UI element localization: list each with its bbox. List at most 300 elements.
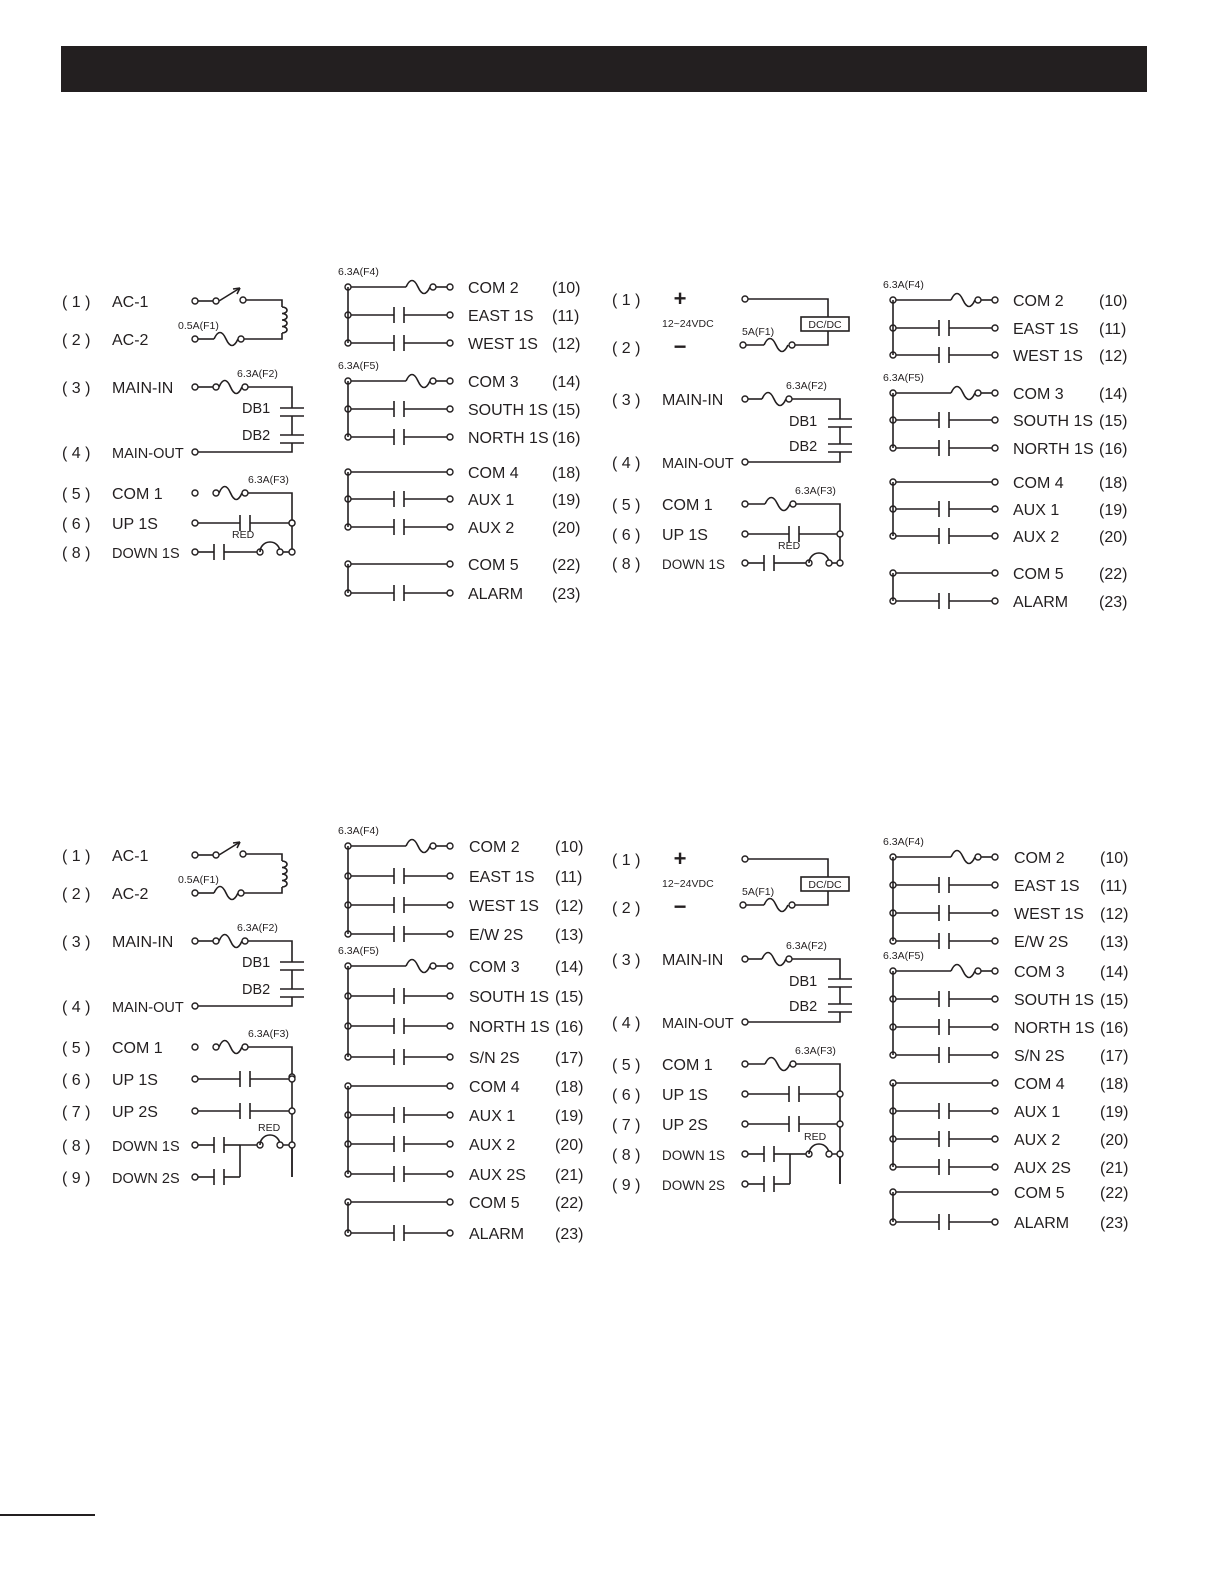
terminal-dot	[742, 560, 748, 566]
terminal-number: ( 1 )	[62, 294, 91, 311]
terminal-number: ( 9 )	[62, 1170, 91, 1187]
terminal-dot	[992, 297, 998, 303]
terminal-dot	[447, 469, 453, 475]
west1s-label: WEST 1S	[1013, 348, 1083, 365]
top-output-panel-1	[338, 266, 580, 603]
fuse-symbol	[764, 339, 788, 352]
terminal-dot	[992, 325, 998, 331]
terminal-dot	[242, 384, 248, 390]
terminal-dot	[742, 1019, 748, 1025]
fuse-f3-label: 6.3A(F3)	[795, 1045, 836, 1057]
com2-label: COM 2	[1013, 293, 1064, 310]
wire	[198, 443, 292, 452]
terminal-number: (23)	[1099, 594, 1128, 611]
terminal-dot	[447, 1023, 453, 1029]
aux1-label: AUX 1	[1014, 1104, 1061, 1121]
aux1-label: AUX 1	[468, 492, 515, 509]
north1s-label: NORTH 1S	[1014, 1020, 1095, 1037]
terminal-number: (15)	[1099, 413, 1128, 430]
terminal-dot	[192, 490, 198, 496]
terminal-number: (10)	[555, 839, 584, 856]
terminal-number: (21)	[1100, 1160, 1129, 1177]
terminal-number: (16)	[1100, 1020, 1129, 1037]
fuse-f2-label: 6.3A(F2)	[237, 368, 278, 380]
fuse-symbol	[951, 387, 975, 400]
fuse-symbol	[406, 960, 430, 973]
terminal-dot	[192, 852, 198, 858]
terminal-dot	[992, 417, 998, 423]
terminal-dot	[742, 501, 748, 507]
com2-label: COM 2	[1014, 850, 1065, 867]
fuse-symbol	[214, 333, 238, 346]
terminal-number: (10)	[552, 280, 581, 297]
terminal-dot	[192, 1003, 198, 1009]
terminal-dot	[837, 1151, 843, 1157]
wire	[748, 859, 828, 879]
terminal-number: ( 9 )	[612, 1177, 641, 1194]
down2s-label: DOWN 2S	[662, 1178, 726, 1193]
terminal-dot	[192, 1174, 198, 1180]
terminal-number: (13)	[555, 927, 584, 944]
wire	[198, 997, 292, 1006]
fuse-f3-label: 6.3A(F3)	[248, 1028, 289, 1040]
plus-sign: +	[673, 846, 687, 871]
terminal-dot	[975, 297, 981, 303]
fuse-symbol	[219, 381, 242, 394]
terminal-dot	[992, 1164, 998, 1170]
terminal-dot	[192, 449, 198, 455]
south1s-label: SOUTH 1S	[468, 402, 549, 419]
fuse-f3-label: 6.3A(F3)	[795, 485, 836, 497]
db2-label: DB2	[789, 999, 818, 1015]
fuse-f5-label: 6.3A(F5)	[883, 372, 924, 384]
wire	[246, 854, 282, 861]
terminal-dot	[447, 312, 453, 318]
terminal-dot	[837, 1121, 843, 1127]
com5-label: COM 5	[468, 557, 519, 574]
bottom-output-panel-2	[883, 836, 1128, 1232]
terminal-dot	[192, 1076, 198, 1082]
terminal-dot	[447, 843, 453, 849]
terminal-dot	[289, 1076, 295, 1082]
terminal-number: ( 7 )	[612, 1117, 641, 1134]
db2-label: DB2	[242, 428, 271, 444]
up1s-label: UP 1S	[662, 1087, 708, 1104]
top-output-panel-2	[883, 279, 1127, 611]
terminal-dot	[447, 378, 453, 384]
terminal-dot	[826, 560, 832, 566]
terminal-number: (15)	[1100, 992, 1129, 1009]
fuse-symbol	[219, 935, 242, 948]
terminal-number: (16)	[552, 430, 581, 447]
terminal-number: (12)	[552, 336, 581, 353]
sn2s-label: S/N 2S	[469, 1050, 520, 1067]
com5-label: COM 5	[469, 1195, 520, 1212]
terminal-number: (10)	[1099, 293, 1128, 310]
terminal-dot	[992, 352, 998, 358]
voltage-label: 12~24VDC	[662, 318, 714, 330]
terminal-number: ( 8 )	[612, 1147, 641, 1164]
terminal-number: (12)	[1100, 906, 1129, 923]
south1s-label: SOUTH 1S	[1013, 413, 1094, 430]
terminal-dot	[213, 938, 219, 944]
terminal-dot	[837, 560, 843, 566]
com1-label: COM 1	[112, 1040, 163, 1057]
terminal-dot	[213, 490, 219, 496]
terminal-number: ( 3 )	[62, 934, 91, 951]
fuse-f2-label: 6.3A(F2)	[237, 922, 278, 934]
fuse-f4-label: 6.3A(F4)	[883, 836, 924, 848]
terminal-number: (11)	[555, 869, 583, 886]
terminal-dot	[430, 284, 436, 290]
terminal-dot	[742, 296, 748, 302]
terminal-dot	[789, 902, 795, 908]
terminal-dot	[786, 956, 792, 962]
terminal-dot	[992, 445, 998, 451]
main_in-label: MAIN-IN	[112, 380, 174, 397]
terminal-number: ( 7 )	[62, 1104, 91, 1121]
ew2s-label: E/W 2S	[1014, 934, 1069, 951]
fuse-symbol	[219, 487, 242, 500]
terminal-number: (18)	[1100, 1076, 1129, 1093]
db1-label: DB1	[789, 974, 818, 990]
terminal-dot	[277, 549, 283, 555]
fuse-symbol	[951, 294, 975, 307]
terminal-dot	[447, 1230, 453, 1236]
terminal-number: ( 6 )	[62, 1072, 91, 1089]
terminal-dot	[992, 910, 998, 916]
west1s-label: WEST 1S	[1014, 906, 1084, 923]
terminal-dot	[192, 938, 198, 944]
minus-sign: −	[673, 334, 687, 359]
north1s-label: NORTH 1S	[469, 1019, 550, 1036]
terminal-dot	[277, 1142, 283, 1148]
terminal-number: ( 5 )	[62, 1040, 91, 1057]
wire	[244, 887, 282, 893]
coil-symbol	[282, 861, 287, 887]
terminal-dot	[213, 852, 219, 858]
terminal-number: (19)	[552, 492, 581, 509]
terminal-dot	[992, 996, 998, 1002]
up1s-label: UP 1S	[112, 1072, 158, 1089]
red-label: RED	[804, 1131, 827, 1143]
terminal-dot	[740, 342, 746, 348]
db1-label: DB1	[242, 401, 271, 417]
terminal-number: (12)	[1099, 348, 1128, 365]
terminal-dot	[786, 396, 792, 402]
terminal-number: (19)	[1099, 502, 1128, 519]
down1s-label: DOWN 1S	[662, 557, 726, 572]
red-label: RED	[778, 540, 801, 552]
terminal-number: ( 2 )	[612, 340, 641, 357]
terminal-dot	[447, 524, 453, 530]
terminal-dot	[992, 479, 998, 485]
aux2-label: AUX 2	[469, 1137, 516, 1154]
ac2-label: AC-2	[112, 332, 149, 349]
alarm-label: ALARM	[469, 1226, 525, 1243]
terminal-number: (18)	[552, 465, 581, 482]
west1s-label: WEST 1S	[469, 898, 539, 915]
terminal-dot	[992, 1080, 998, 1086]
alarm-label: ALARM	[1013, 594, 1069, 611]
wire	[248, 1047, 292, 1177]
com5-label: COM 5	[1014, 1185, 1065, 1202]
east1s-label: EAST 1S	[1014, 878, 1080, 895]
fuse-symbol	[951, 965, 975, 978]
main_out-label: MAIN-OUT	[112, 1000, 184, 1016]
terminal-dot	[242, 490, 248, 496]
east1s-label: EAST 1S	[468, 308, 534, 325]
terminal-number: (13)	[1100, 934, 1129, 951]
terminal-number: (18)	[555, 1079, 584, 1096]
terminal-number: (19)	[555, 1108, 584, 1125]
ac1-label: AC-1	[112, 294, 149, 311]
terminal-number: (23)	[552, 586, 581, 603]
fuse-symbol	[214, 887, 238, 900]
plus-sign: +	[673, 286, 687, 311]
terminal-dot	[992, 1052, 998, 1058]
wire	[795, 331, 828, 345]
terminal-dot	[240, 851, 246, 857]
fuse-symbol	[219, 1041, 242, 1054]
wire	[832, 1154, 840, 1184]
terminal-number: ( 2 )	[62, 332, 91, 349]
terminal-dot	[837, 531, 843, 537]
terminal-dot	[192, 1044, 198, 1050]
com3-label: COM 3	[469, 959, 520, 976]
terminal-number: (15)	[552, 402, 581, 419]
terminal-number: (21)	[555, 1167, 584, 1184]
fuse-f4-label: 6.3A(F4)	[338, 825, 379, 837]
aux2s-label: AUX 2S	[1014, 1160, 1071, 1177]
terminal-dot	[447, 1171, 453, 1177]
fuse-symbol	[406, 281, 430, 294]
top-ac-input-panel	[62, 288, 304, 562]
terminal-number: (11)	[552, 308, 580, 325]
terminal-dot	[430, 843, 436, 849]
terminal-number: (20)	[552, 520, 581, 537]
terminal-number: (14)	[1100, 964, 1129, 981]
down1s-label: DOWN 1S	[662, 1148, 726, 1163]
terminal-dot	[192, 1108, 198, 1114]
terminal-dot	[826, 1151, 832, 1157]
north1s-label: NORTH 1S	[468, 430, 549, 447]
terminal-dot	[192, 384, 198, 390]
terminal-dot	[447, 1199, 453, 1205]
terminal-dot	[992, 1136, 998, 1142]
fuse-f5-label: 6.3A(F5)	[338, 360, 379, 372]
south1s-label: SOUTH 1S	[469, 989, 550, 1006]
dcdc-label: DC/DC	[808, 879, 842, 891]
terminal-dot	[992, 1219, 998, 1225]
fuse-symbol	[762, 393, 786, 406]
minus-sign: −	[673, 894, 687, 919]
terminal-dot	[992, 598, 998, 604]
com1-label: COM 1	[112, 486, 163, 503]
terminal-dot	[992, 854, 998, 860]
com5-label: COM 5	[1013, 566, 1064, 583]
alarm-label: ALARM	[468, 586, 524, 603]
terminal-dot	[975, 854, 981, 860]
terminal-dot	[192, 890, 198, 896]
fuse-f4-label: 6.3A(F4)	[883, 279, 924, 291]
wire	[244, 333, 282, 339]
east1s-label: EAST 1S	[1013, 321, 1079, 338]
terminal-number: (19)	[1100, 1104, 1129, 1121]
terminal-dot	[742, 1061, 748, 1067]
terminal-dot	[975, 968, 981, 974]
com4-label: COM 4	[1014, 1076, 1065, 1093]
terminal-number: ( 2 )	[62, 886, 91, 903]
aux1-label: AUX 1	[469, 1108, 516, 1125]
aux2-label: AUX 2	[1013, 529, 1060, 546]
terminal-dot	[992, 570, 998, 576]
wire	[795, 891, 828, 905]
terminal-dot	[992, 1189, 998, 1195]
terminal-number: (12)	[555, 898, 584, 915]
terminal-number: ( 5 )	[62, 486, 91, 503]
terminal-dot	[447, 284, 453, 290]
terminal-dot	[242, 1044, 248, 1050]
fuse-f2-label: 6.3A(F2)	[786, 940, 827, 952]
fuse-symbol	[765, 1058, 790, 1071]
terminal-dot	[213, 1044, 219, 1050]
alarm-label: ALARM	[1014, 1215, 1070, 1232]
terminal-dot	[289, 549, 295, 555]
terminal-dot	[447, 496, 453, 502]
fuse-f1-label: 0.5A(F1)	[178, 320, 219, 332]
down2s-label: DOWN 2S	[112, 1171, 180, 1187]
fuse-f1-label: 0.5A(F1)	[178, 874, 219, 886]
terminal-dot	[447, 1054, 453, 1060]
wire	[283, 1145, 292, 1177]
wire	[246, 300, 282, 307]
switch-blade	[219, 842, 240, 855]
fuse-f5-label: 6.3A(F5)	[338, 945, 379, 957]
terminal-dot	[992, 1024, 998, 1030]
terminal-number: ( 3 )	[612, 952, 641, 969]
fuse-f2-label: 6.3A(F2)	[786, 380, 827, 392]
fuse-symbol	[765, 498, 790, 511]
com3-label: COM 3	[468, 374, 519, 391]
terminal-dot	[992, 390, 998, 396]
com4-label: COM 4	[469, 1079, 520, 1096]
terminal-dot	[192, 298, 198, 304]
red-label: RED	[232, 529, 255, 541]
com1-label: COM 1	[662, 1057, 713, 1074]
south1s-label: SOUTH 1S	[1014, 992, 1095, 1009]
terminal-number: ( 6 )	[62, 516, 91, 533]
terminal-number: (17)	[555, 1050, 584, 1067]
terminal-dot	[447, 1112, 453, 1118]
terminal-number: (16)	[1099, 441, 1128, 458]
fuse-f5-label: 6.3A(F5)	[883, 950, 924, 962]
up2s-label: UP 2S	[662, 1117, 708, 1134]
main_in-label: MAIN-IN	[662, 952, 724, 969]
db2-label: DB2	[242, 982, 271, 998]
switch-blade	[219, 288, 240, 301]
terminal-dot	[192, 336, 198, 342]
terminal-dot	[447, 873, 453, 879]
fuse-symbol	[406, 840, 430, 853]
terminal-number: (20)	[1100, 1132, 1129, 1149]
terminal-number: ( 4 )	[62, 445, 91, 462]
fuse-f4-label: 6.3A(F4)	[338, 266, 379, 278]
main_out-label: MAIN-OUT	[662, 1016, 734, 1032]
terminal-dot	[447, 1141, 453, 1147]
terminal-dot	[238, 336, 244, 342]
terminal-number: (23)	[1100, 1215, 1129, 1232]
terminal-dot	[430, 963, 436, 969]
terminal-dot	[742, 396, 748, 402]
com3-label: COM 3	[1013, 386, 1064, 403]
main_in-label: MAIN-IN	[662, 392, 724, 409]
terminal-number: (18)	[1099, 475, 1128, 492]
com2-label: COM 2	[468, 280, 519, 297]
footer-rule	[0, 1514, 95, 1516]
fuse-f1-label: 5A(F1)	[742, 886, 775, 898]
terminal-dot	[447, 434, 453, 440]
fuse-f3-label: 6.3A(F3)	[248, 474, 289, 486]
fuse-f1-label: 5A(F1)	[742, 326, 775, 338]
voltage-label: 12~24VDC	[662, 878, 714, 890]
up1s-label: UP 1S	[662, 527, 708, 544]
terminal-dot	[447, 1083, 453, 1089]
terminal-dot	[742, 531, 748, 537]
terminal-number: (11)	[1100, 878, 1128, 895]
fuse-symbol	[951, 851, 975, 864]
wire	[748, 299, 828, 319]
terminal-dot	[789, 342, 795, 348]
com1-label: COM 1	[662, 497, 713, 514]
terminal-dot	[447, 561, 453, 567]
terminal-dot	[242, 938, 248, 944]
terminal-number: (22)	[1100, 1185, 1129, 1202]
terminal-number: (23)	[555, 1226, 584, 1243]
terminal-number: (14)	[552, 374, 581, 391]
db2-label: DB2	[789, 439, 818, 455]
terminal-number: ( 1 )	[612, 852, 641, 869]
terminal-number: ( 4 )	[62, 999, 91, 1016]
terminal-dot	[289, 520, 295, 526]
down1s-label: DOWN 1S	[112, 546, 180, 562]
terminal-dot	[992, 506, 998, 512]
bottom-output-panel-1	[338, 825, 583, 1243]
up2s-label: UP 2S	[112, 1104, 158, 1121]
dcdc-label: DC/DC	[808, 319, 842, 331]
terminal-number: (22)	[1099, 566, 1128, 583]
terminal-dot	[992, 533, 998, 539]
north1s-label: NORTH 1S	[1013, 441, 1094, 458]
terminal-number: (11)	[1099, 321, 1127, 338]
terminal-dot	[447, 406, 453, 412]
bottom-dc-input-panel	[612, 846, 852, 1194]
terminal-dot	[742, 856, 748, 862]
bottom-ac-input-panel	[62, 842, 304, 1187]
terminal-number: ( 2 )	[612, 900, 641, 917]
terminal-dot	[430, 378, 436, 384]
terminal-dot	[742, 1151, 748, 1157]
down1s-label: DOWN 1S	[112, 1139, 180, 1155]
terminal-number: (20)	[1099, 529, 1128, 546]
terminal-dot	[790, 501, 796, 507]
terminal-number: (14)	[555, 959, 584, 976]
terminal-dot	[447, 993, 453, 999]
terminal-number: ( 8 )	[62, 1138, 91, 1155]
terminal-number: (20)	[555, 1137, 584, 1154]
terminal-dot	[742, 956, 748, 962]
com2-label: COM 2	[469, 839, 520, 856]
